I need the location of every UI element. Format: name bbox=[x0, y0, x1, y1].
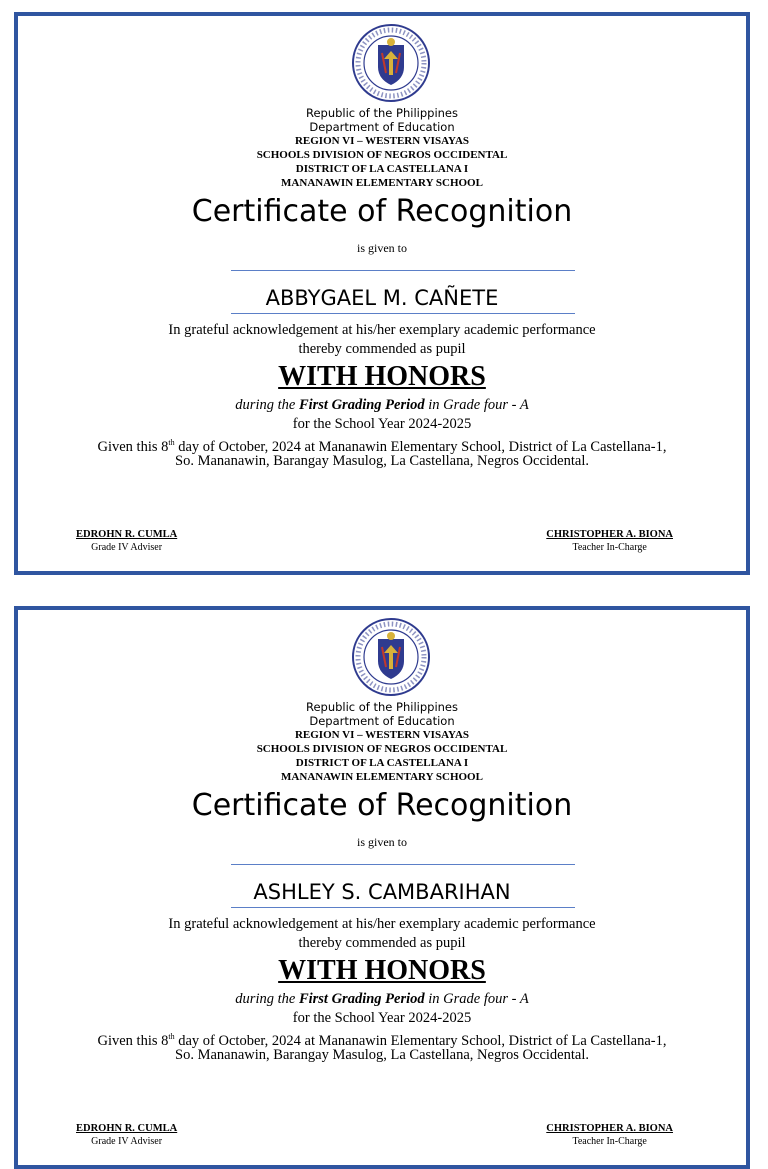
republic-line: Republic of the Philippines bbox=[305, 700, 459, 714]
grade-text: in Grade four - A bbox=[428, 397, 529, 413]
given-post: day of October, 2024 at Mananawin Elementary School, District of La Castellana-1, bbox=[174, 1032, 667, 1049]
region-line: REGION VI – WESTERN VISAYAS bbox=[294, 135, 470, 147]
grading-period: First Grading Period bbox=[298, 991, 425, 1007]
address-line: So. Mananawin, Barangay Masulog, La Castellana, Negros Occidental. bbox=[175, 1047, 589, 1063]
school-year: for the School Year 2024-2025 bbox=[292, 416, 472, 432]
honor-title: WITH HONORS bbox=[278, 955, 486, 986]
grading-period: First Grading Period bbox=[298, 397, 425, 413]
district-line: DISTRICT OF LA CASTELLANA I bbox=[295, 757, 469, 769]
department-line: Department of Education bbox=[309, 120, 455, 134]
department-line: Department of Education bbox=[309, 714, 455, 728]
adviser-signature bbox=[76, 528, 177, 554]
teacher-in-charge-name: CHRISTOPHER A. BIONA bbox=[546, 1123, 673, 1134]
commended-text: thereby commended as pupil bbox=[298, 935, 466, 951]
given-post: day of October, 2024 at Mananawin Elementary School, District of La Castellana-1, bbox=[174, 438, 667, 455]
deped-seal-icon bbox=[351, 23, 431, 103]
school-line: MANANAWIN ELEMENTARY SCHOOL bbox=[281, 177, 483, 189]
acknowledgement-text: In grateful acknowledgement at his/her exemplary academic performance bbox=[168, 322, 596, 338]
adviser-name: EDROHN R. CUMLA bbox=[76, 529, 178, 540]
school-year: for the School Year 2024-2025 bbox=[292, 1010, 472, 1026]
teacher-in-charge-role: Teacher In-Charge bbox=[572, 542, 647, 553]
during-text: during the bbox=[235, 991, 296, 1007]
address-line: So. Mananawin, Barangay Masulog, La Castellana, Negros Occidental. bbox=[175, 453, 589, 469]
teacher-in-charge-role: Teacher In-Charge bbox=[572, 1136, 647, 1147]
name-rule-top bbox=[231, 864, 575, 865]
division-line: SCHOOLS DIVISION OF NEGROS OCCIDENTAL bbox=[256, 149, 508, 161]
name-rule-top bbox=[231, 270, 575, 271]
republic-line: Republic of the Philippines bbox=[305, 106, 459, 120]
recipient-name: ABBYGAEL M. CAÑETE bbox=[265, 286, 499, 310]
name-rule-bottom bbox=[231, 313, 575, 314]
honor-title: WITH HONORS bbox=[278, 361, 486, 392]
deped-seal-icon bbox=[351, 617, 431, 697]
given-to-text: is given to bbox=[357, 835, 407, 849]
given-sup: th bbox=[168, 438, 175, 447]
district-line: DISTRICT OF LA CASTELLANA I bbox=[295, 163, 469, 175]
period-line bbox=[18, 396, 746, 415]
name-rule-bottom bbox=[231, 907, 575, 908]
teacher-in-charge-signature bbox=[546, 528, 673, 554]
region-line: REGION VI – WESTERN VISAYAS bbox=[294, 729, 470, 741]
given-sup: th bbox=[168, 1032, 175, 1041]
during-text: during the bbox=[235, 397, 296, 413]
teacher-in-charge-name: CHRISTOPHER A. BIONA bbox=[546, 529, 673, 540]
certificate-title: Certificate of Recognition bbox=[191, 194, 573, 229]
grade-text: in Grade four - A bbox=[428, 991, 529, 1007]
division-line: SCHOOLS DIVISION OF NEGROS OCCIDENTAL bbox=[256, 743, 508, 755]
commended-text: thereby commended as pupil bbox=[298, 341, 466, 357]
adviser-name: EDROHN R. CUMLA bbox=[76, 1123, 178, 1134]
adviser-role: Grade IV Adviser bbox=[91, 1136, 163, 1147]
acknowledgement-text: In grateful acknowledgement at his/her exemplary academic performance bbox=[168, 916, 596, 932]
certificate-title: Certificate of Recognition bbox=[191, 788, 573, 823]
recipient-name: ASHLEY S. CAMBARIHAN bbox=[253, 880, 511, 904]
adviser-signature bbox=[76, 1122, 177, 1148]
teacher-in-charge-signature bbox=[546, 1122, 673, 1148]
adviser-role: Grade IV Adviser bbox=[91, 542, 163, 553]
given-to-text: is given to bbox=[357, 241, 407, 255]
certificate-1 bbox=[14, 12, 750, 575]
given-pre: Given this 8 bbox=[97, 1032, 169, 1049]
school-line: MANANAWIN ELEMENTARY SCHOOL bbox=[281, 771, 483, 783]
certificate-2 bbox=[14, 606, 750, 1169]
given-pre: Given this 8 bbox=[97, 438, 169, 455]
period-line bbox=[18, 990, 746, 1009]
